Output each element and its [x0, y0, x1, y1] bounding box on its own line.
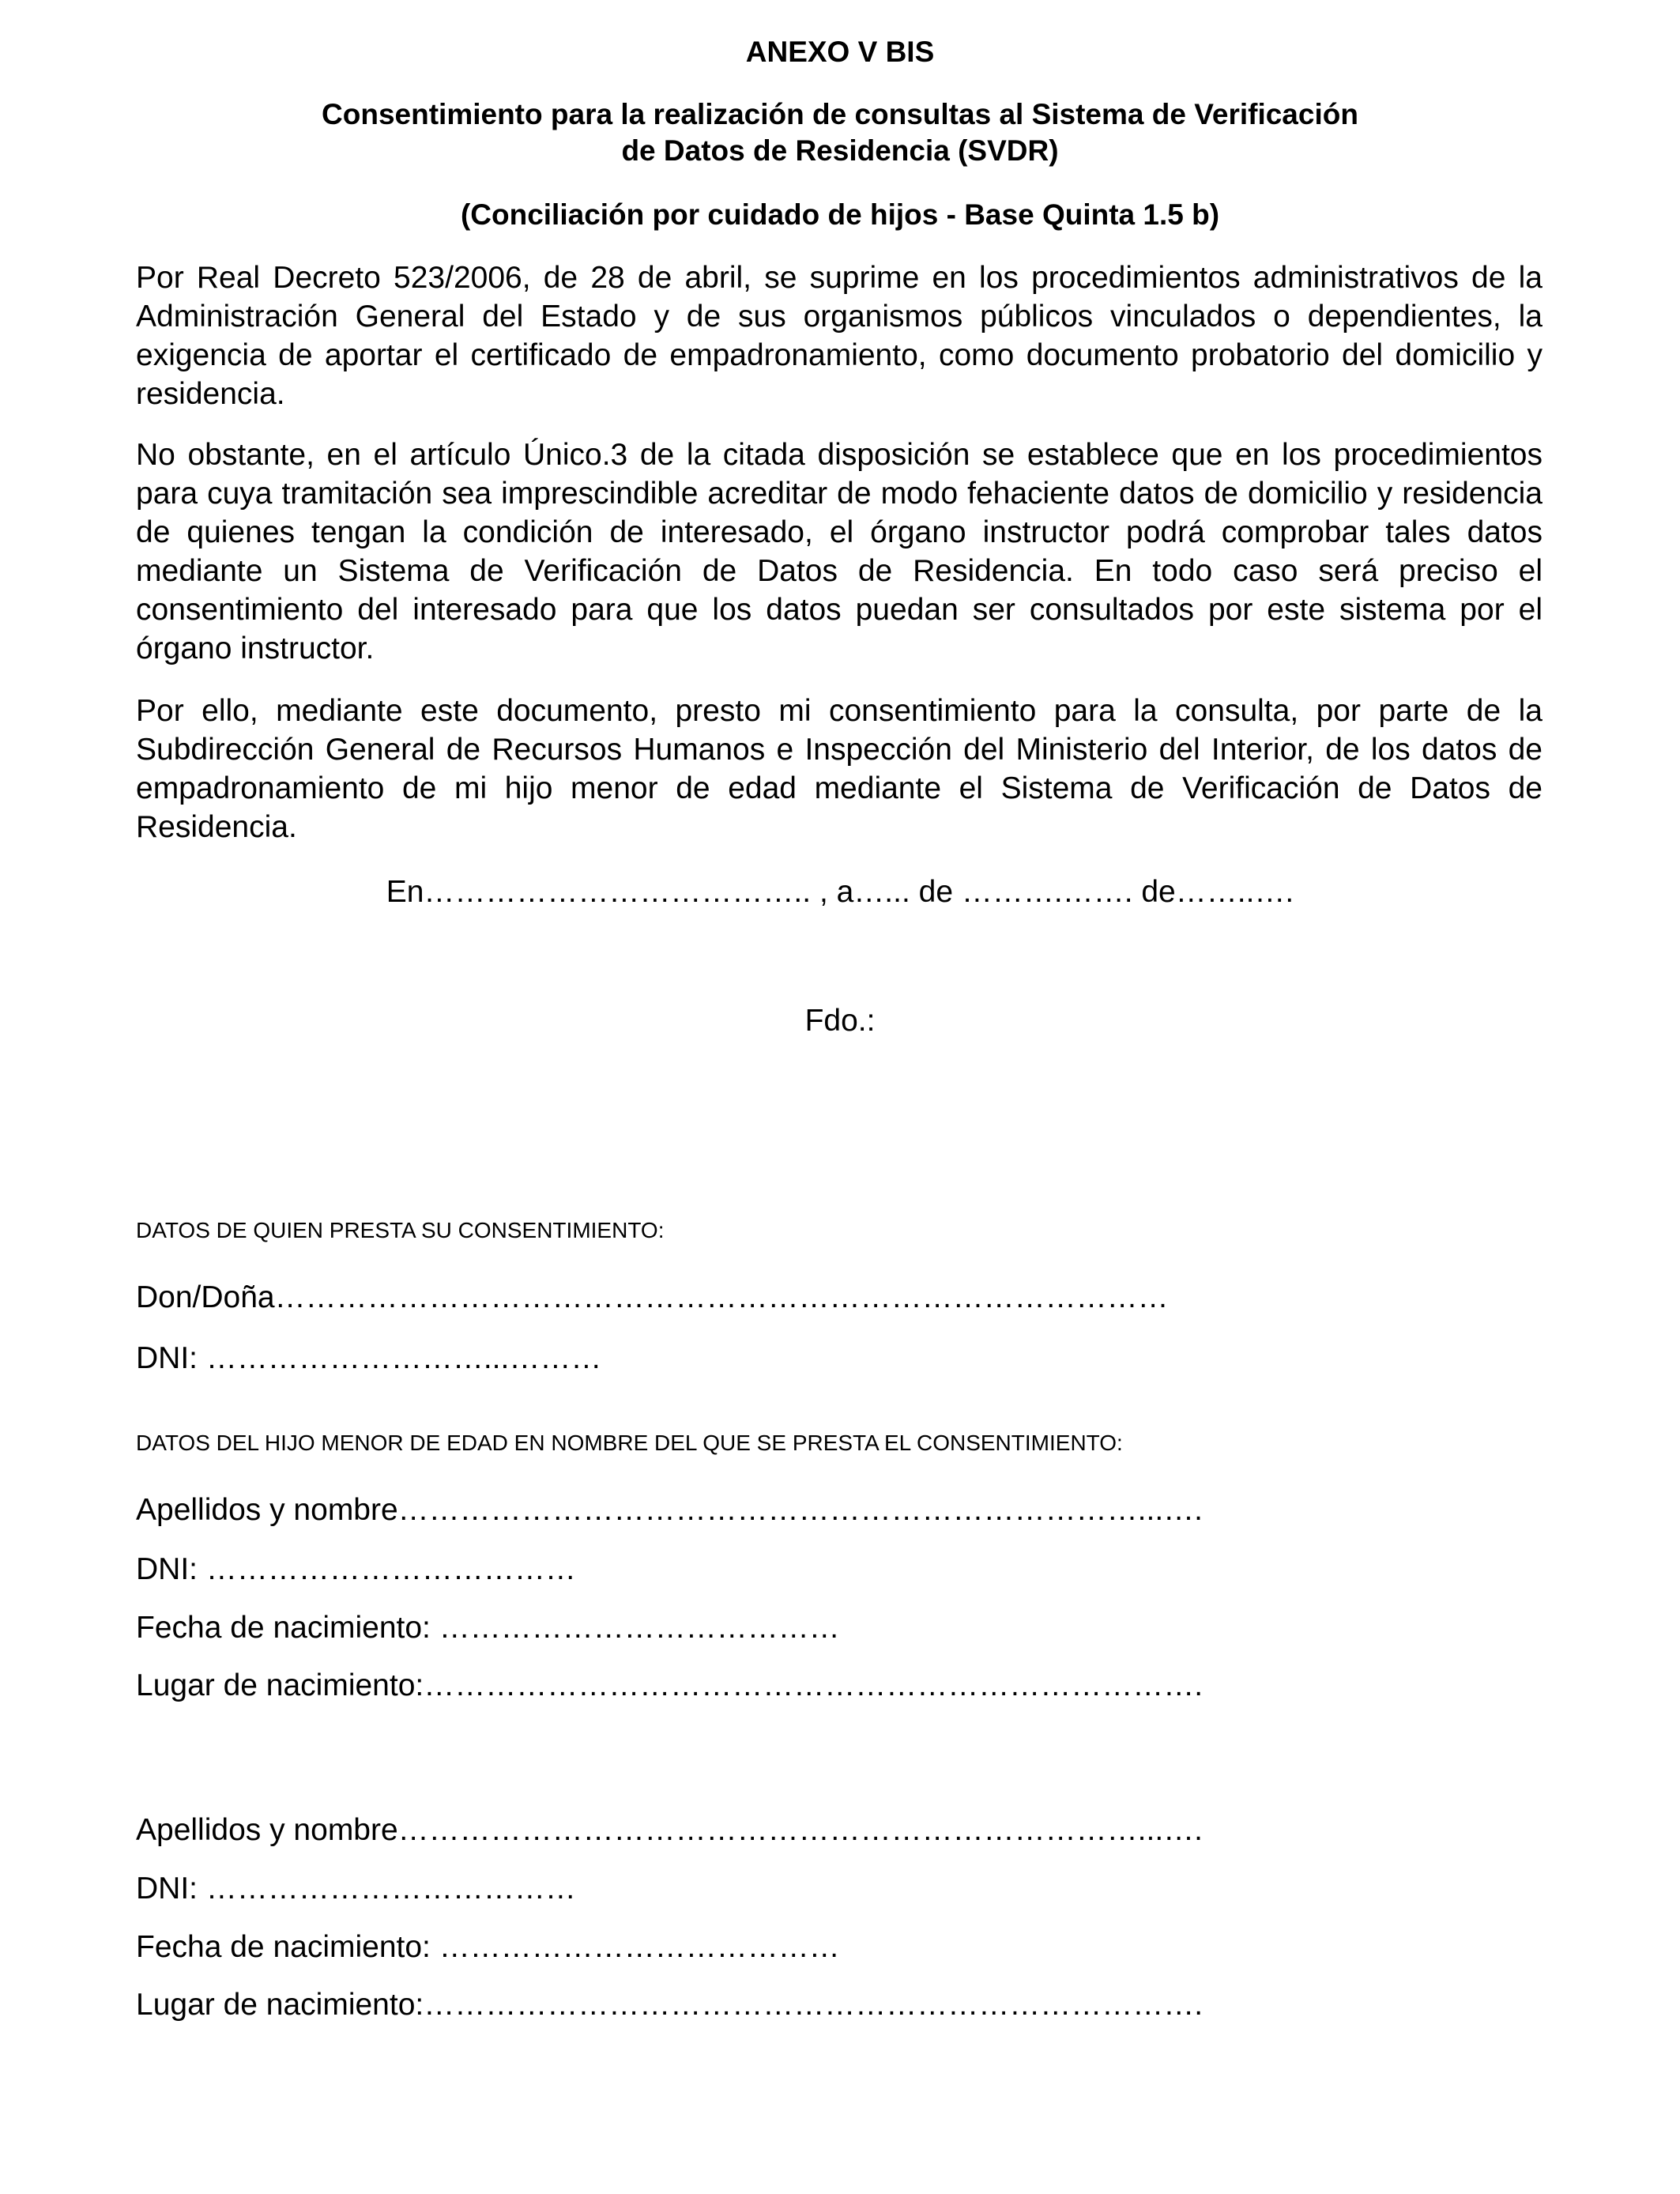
consenting-party-heading: DATOS DE QUIEN PRESTA SU CONSENTIMIENTO:: [136, 1218, 665, 1242]
paragraph-consent-statement: Por ello, mediante este documento, presto mi consentimiento para la consulta, por parte de la Subdirección General de Recursos Humanos e Inspección del Ministerio del Interior, de los datos de empadronamiento de mi hijo menor de edad mediante el Sistema de Verificación de Datos de Residencia.: [136, 694, 1543, 844]
signature-line[interactable]: Fdo.:: [804, 1004, 876, 1038]
document-subtitle: (Conciliación por cuidado de hijos - Base Quinta 1.5 b): [460, 198, 1220, 231]
consenting-party-dni-field[interactable]: DNI: ………………………...………: [136, 1341, 602, 1375]
minor-1-birth-date-field[interactable]: Fecha de nacimiento: …………………………………: [136, 1611, 840, 1645]
document-title-line-1: Consentimiento para la realización de consultas al Sistema de Verificación: [322, 98, 1358, 130]
minor-1-birth-place-field[interactable]: Lugar de nacimiento:………………………………………………………………….: [136, 1668, 1203, 1702]
annex-title: ANEXO V BIS: [745, 36, 935, 68]
document-title-line-2: de Datos de Residencia (SVDR): [621, 134, 1059, 167]
consenting-party-name-field[interactable]: Don/Doña……………………………………………………………………………: [136, 1280, 1169, 1314]
minor-2-dni-field[interactable]: DNI: ………………………………: [136, 1872, 576, 1906]
minor-1-name-field[interactable]: Apellidos y nombre………………………………………………………………...….: [136, 1493, 1203, 1527]
paragraph-legal-basis: Por Real Decreto 523/2006, de 28 de abril, se suprime en los procedimientos administrativos de la Administración General del Estado y de sus organismos públicos vinculados o dependientes, la exigencia de aportar el certificado de empadronamiento, como documento probatorio del domicilio y residencia.: [136, 261, 1543, 411]
paragraph-verification-system: No obstante, en el artículo Único.3 de la citada disposición se establece que en los procedimientos para cuya tramitación sea imprescindible acreditar de modo fehaciente datos de domicilio y residencia de quienes tengan la condición de interesado, el órgano instructor podrá comprobar tales datos mediante un Sistema de Verificación de Datos de Residencia. En todo caso será preciso el consentimiento del interesado para que los datos puedan ser consultados por este sistema por el órgano instructor.: [136, 438, 1543, 665]
minor-2-birth-place-field[interactable]: Lugar de nacimiento:………………………………………………………………….: [136, 1988, 1203, 2022]
minor-2-birth-date-field[interactable]: Fecha de nacimiento: …………………………………: [136, 1930, 840, 1964]
place-date-line[interactable]: En……………………………….. , a…... de ……….……. de……..….: [386, 875, 1294, 909]
minor-2-name-field[interactable]: Apellidos y nombre………………………………………………………………...….: [136, 1813, 1203, 1847]
minor-1-dni-field[interactable]: DNI: ………………………………: [136, 1552, 576, 1586]
minor-data-heading: DATOS DEL HIJO MENOR DE EDAD EN NOMBRE DEL QUE SE PRESTA EL CONSENTIMIENTO:: [136, 1431, 1123, 1455]
document-title: [0, 96, 1680, 169]
